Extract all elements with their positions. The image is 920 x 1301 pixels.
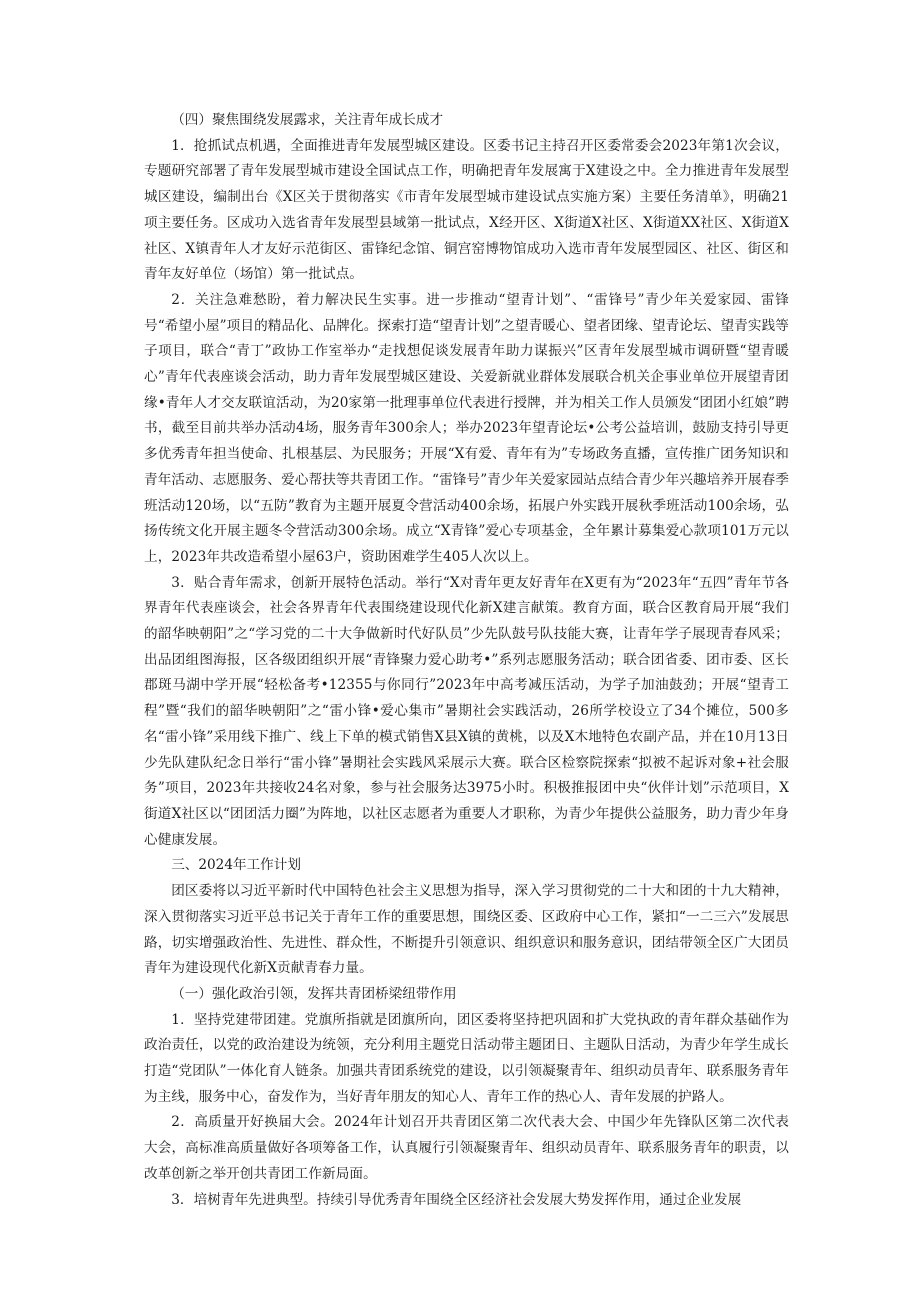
section4-heading: （四）聚焦围绕发展露求，关注青年成长成才: [171, 112, 444, 128]
paragraph-6: 2．高质量开好换届大会。2024年计划召开共青团区第二次代表大会、中国少年先锋队区第二次代表大会，高标准高质量做好各项筹备工作，认真履行引领凝聚青年、组织动员青年、联系服务青年的职责，以改革创新之举开创共青团工作新局面。: [144, 1114, 789, 1182]
section3-heading: 三、2024年工作计划: [171, 857, 301, 874]
paragraph-1: 1．抢抓试点机遇，全面推进青年发展型城区建设。区委书记主持召开区委常委会2023年第1次会议，专题研究部署了青年发展型城市建设全国试点工作，明确把青年发展寓于X建设之中。全力推进青年发展型城区建设，编制出台《X区关于贯彻落实《市青年发展型城市建设试点实施方案）主要任务清单》，明确21项主要任务。区成功入选省青年发展型县域第一批试点，X经开区、X街道X社区、X街道XX社区、X街道X社区、X镇青年人才友好示范街区、雷锋纪念馆、铜宫窑博物馆成功入选市青年发展型园区、社区、街区和青年友好单位（场馆）第一批试点。: [144, 137, 789, 283]
paragraph-7: 3．培树青年先进典型。持续引导优秀青年围绕全区经济社会发展大势发挥作用，通过企业发展: [171, 1191, 742, 1208]
paragraph-3: 3．贴合青年需求，创新开展特色活动。举行“X对青年更友好青年在X更有为“2023年“五四”青年节各界青年代表座谈会，社会各界青年代表围绕建设现代化新X建言献策。教育方面，联合区教育局开展“我们的韶华映朝阳”之“学习党的二十大争做新时代好队员”少先队鼓号队技能大赛，让青年学子展现青春风采；出品团组图海报，区各级团组织开展“青锋聚力爱心助考•”系列志愿服务活动；联合团省委、团市委、区长郡斑马湖中学开展“轻松备考•12355与你同行”2023年中高考减压活动，为学子加油鼓劲；开展“望青工程”暨“我们的韶华映朝阳”之“雷小锋•爱心集市”暑期社会实践活动，26所学校设立了34个摊位，500多名“雷小锋”采用线下推广、线上下单的模式销售X县X镇的黄桃，以及X木地特色农副产品，并在10月13日少先队建队纪念日举行“雷小锋”暑期社会实践风采展示大赛。联合区检察院探索“拟被不起诉对象+社会服务”项目，2023年共接收24名对象，参与社会服务达3975小时。积极推报团中央“伙伴计划”示范项目，X街道X社区以“团团活力圈”为阵地，以社区志愿者为重要人才职称，为青少年提供公益服务，助力青少年身心健康发展。: [144, 574, 789, 848]
paragraph-4: 团区委将以习近平新时代中国特色社会主义思想为指导，深入学习贯彻党的二十大和团的十九大精神，深入贯彻落实习近平总书记关于青年工作的重要思想，围绕区委、区政府中心工作，紧扣“一二三六”发展思路，切实增强政治性、先进性、群众性，不断提升引领意识、组织意识和服务意识，团结带领全区广大团员青年为建设现代化新X贡献青春力量。: [144, 883, 789, 977]
paragraph-2: 2．关注急难愁盼，着力解决民生实事。进一步推动“望青计划”、“雷锋号”青少年关爱家园、雷锋号“希望小屋”项目的精品化、品牌化。探索打造“望青计划”之望青暖心、望者团缘、望青论坛、望青实践等子项目，联合“青丁”政协工作室举办“走找想促谈发展青年助力谋振兴”区青年发展型城市调研暨“望青暖心”青年代表座谈会活动，助力青年发展型城区建设、关爱新就业群体发展联合机关企事业单位开展望青团缘•青年人才交友联谊活动，为20家第一批理事单位代表进行授牌，并为相关工作人员颁发“团团小红娘”聘书，截至目前共举办活动4场，服务青年300余人；举办2023年望青论坛•公考公益培训，鼓励支持引导更多优秀青年担当使命、扎根基层、为民服务；开展“X有爱、青年有为”专场政务直播，宣传推广团务知识和青年活动、志愿服务、爱心帮扶等共青团工作。“雷锋号”青少年关爱家园站点结合青少年兴趣培养开展春季班活动120场，以“五防”教育为主题开展夏令营活动400余场，拓展户外实践开展秋季班活动100余场，弘扬传统文化开展主题冬令营活动300余场。成立“X青锋”爱心专项基金，全年累计募集爱心款项101万元以上，2023年共改造希望小屋63户，资助困难学生405人次以上。: [144, 291, 789, 565]
document-page: [144, 108, 789, 1213]
paragraph-5: 1．坚持党建带团建。党旗所指就是团旗所向，团区委将坚持把巩固和扩大党执政的青年群众基础作为政治责任，以党的政治建设为统领，充分利用主题党日活动带主题团日、主题队日活动，为青少年学生成长打造“党团队”一体化育人链条。加强共青团系统党的建设，以引领凝聚青年、组织动员青年、联系服务青年为主线，服务中心，奋发作为，当好青年朋友的知心人、青年工作的热心人、青年发展的护路人。: [144, 1011, 789, 1105]
subsection1-heading: （一）强化政治引领，发挥共青团桥梁纽带作用: [171, 985, 457, 1002]
